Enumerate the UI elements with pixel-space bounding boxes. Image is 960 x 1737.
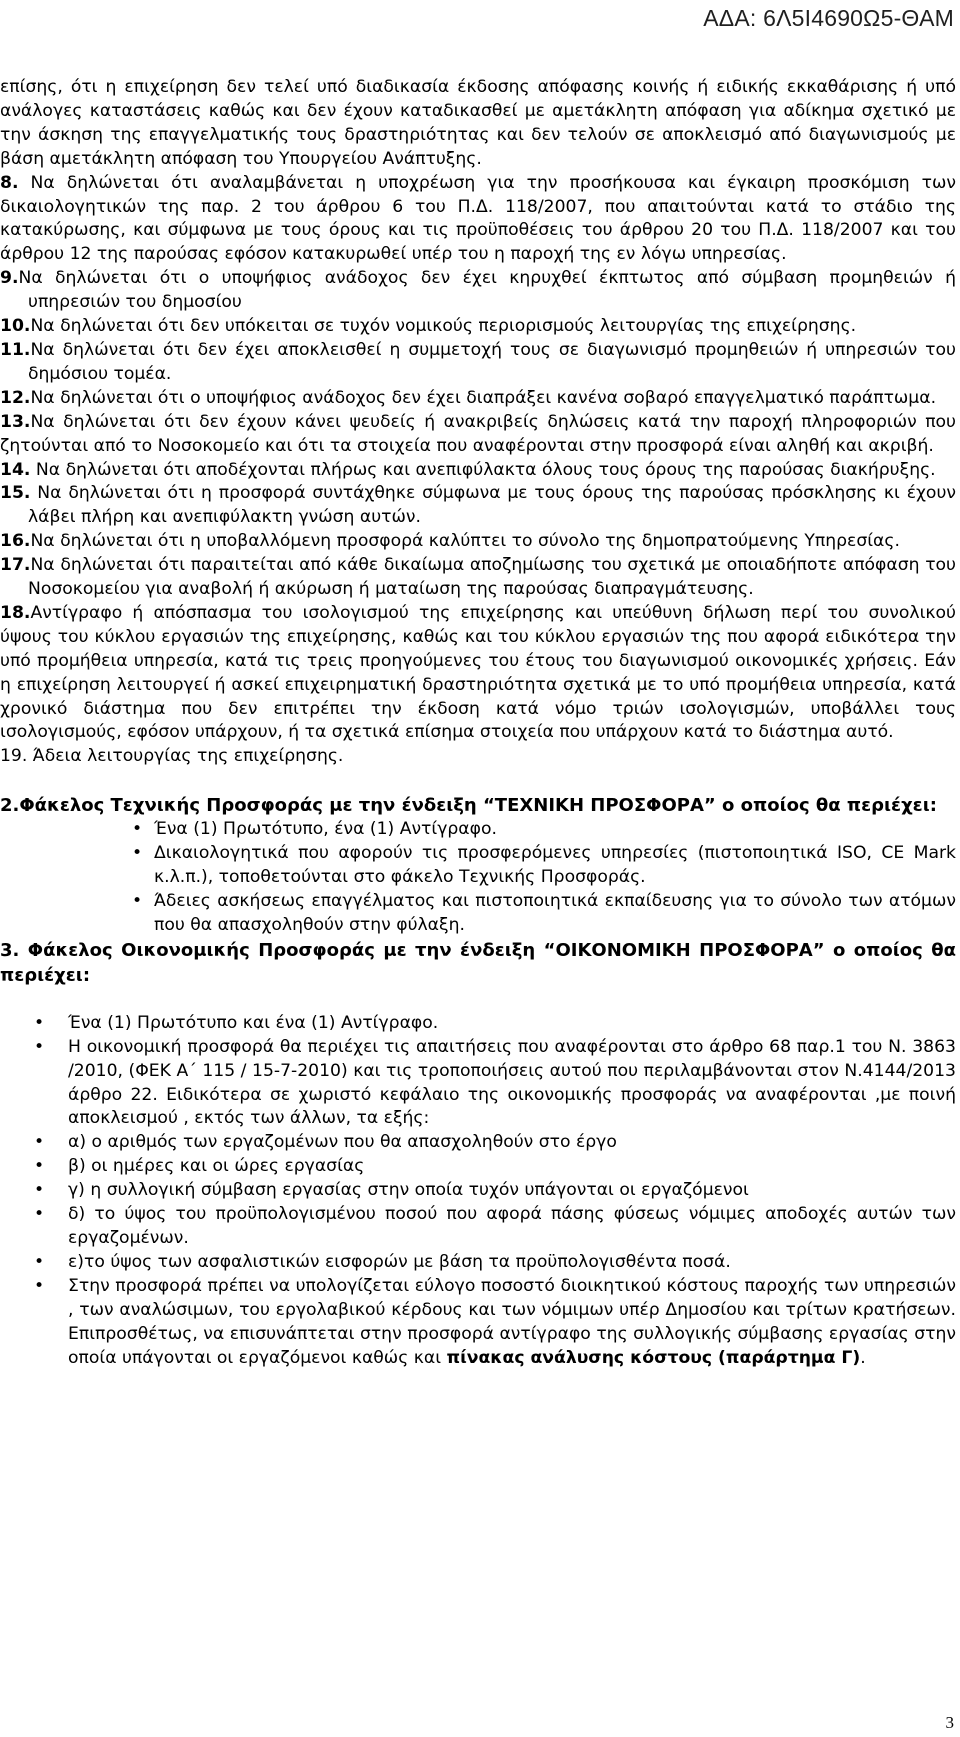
page-number: 3	[945, 1713, 954, 1732]
item-number: 12.	[0, 387, 31, 408]
item-number: 11.	[0, 339, 31, 360]
list-item: • Η οικονομική προσφορά θα περιέχει τις απαιτήσεις που αναφέρονται στο άρθρο 68 παρ.1 του Ν. 3863 /2010, (ΦΕΚ Α΄ 115 / 15-7-2010) και τις τροποποιήσεις αυτού που περιλαμβάνονται στον Ν.4144/2013 άρθρο 22. Ειδικότερα σε χωριστό κεφάλαιο της οικονομικής προσφοράς να αναφέρονται ,με ποινή αποκλεισμού , εκτός των άλλων, τα εξής:	[0, 1036, 956, 1132]
list-item: • γ) η συλλογική σύμβαση εργασίας στην οποία τυχόν υπάγονται οι εργαζόμενοι	[0, 1179, 956, 1203]
list-item: • β) οι ημέρες και οι ώρες εργασίας	[0, 1155, 956, 1179]
list-item: • Άδειες ασκήσεως επαγγέλματος και πιστοποιητικά εκπαίδευσης για το σύνολο των ατόμων που θα απασχοληθούν στην φύλαξη.	[0, 890, 956, 938]
item-17	[0, 554, 956, 602]
item-10	[0, 315, 956, 339]
item-text: Να δηλώνεται ότι παραιτείται από κάθε δικαίωμα αποζημίωσης του σχετικά με οποιαδήποτε απόφαση του Νοσοκομείου για αναβολή ή ακύρωση ή ματαίωση της παρούσας διαπραγμάτευσης.	[28, 555, 956, 600]
item-11	[0, 339, 956, 387]
list-item: • ε)το ύψος των ασφαλιστικών εισφορών με βάση τα προϋπολογισθέντα ποσά.	[0, 1251, 956, 1275]
item-number: 17.	[0, 555, 31, 576]
item-text: Να δηλώνεται ότι δεν έχουν κάνει ψευδείς ή ανακριβείς δηλώσεις κατά την παροχή πληροφοριών που ζητούνται από το Νοσοκομείο και ότι τα στοιχεία που αναφέρονται στην προσφορά είναι αληθή και ακριβή.	[0, 411, 956, 456]
item-number: 10.	[0, 316, 31, 337]
item-18	[0, 602, 956, 745]
item-number: 15.	[0, 483, 31, 504]
list-item-text: Στην προσφορά πρέπει να υπολογίζεται εύλογο ποσοστό διοικητικού κόστους παροχής των υπηρεσιών , των αναλώσιμων, του εργολαβικού κέρδους και των νόμιμων υπέρ Δημοσίου και τρίτων κρατήσεων. Επιπροσθέτως, να επισυνάπτεται στην προσφορά αντίγραφο της συλλογικής σύμβασης εργασίας στην οποία υπάγονται οι εργαζόμενοι καθώς και	[68, 1275, 956, 1368]
spacer	[0, 769, 956, 793]
item-number: 8.	[0, 172, 19, 193]
item-number: 13.	[0, 411, 31, 432]
item-15	[0, 482, 956, 530]
section-3-heading: 3. Φάκελος Οικονομικής Προσφοράς με την ένδειξη “ΟΙΚΟΝΟΜΙΚΗ ΠΡΟΣΦΟΡΑ” ο οποίος θα περιέχει:	[0, 939, 956, 986]
list-item: • Ένα (1) Πρωτότυπο και ένα (1) Αντίγραφο.	[0, 1012, 956, 1036]
spacer	[0, 988, 956, 1012]
item-text: Να δηλώνεται ότι δεν έχει αποκλεισθεί η συμμετοχή τους σε διαγωνισμό προμηθειών ή υπηρεσιών του δημόσιου τομέα.	[28, 339, 956, 384]
item-number: 16.	[0, 531, 31, 552]
item-text: Να δηλώνεται ότι αποδέχονται πλήρως και ανεπιφύλακτα όλους τους όρους της παρούσας διακήρυξης.	[30, 459, 936, 480]
item-number: 14.	[0, 459, 31, 480]
item-text: Αντίγραφο ή απόσπασμα του ισολογισμού της επιχείρησης και υπεύθυνη δήλωση περί του συνολικού ύψους του κύκλου εργασιών της επιχείρησης, καθώς και του κύκλου εργασιών της που αφορά ειδικότερα την υπό προμήθεια υπηρεσία, κατά τις τρεις προηγούμενες του έτους του διαγωνισμού οικονομικές χρήσεις. Εάν η επιχείρηση λειτουργεί ή ασκεί επιχειρηματική δραστηριότητα σχετικά με το υπό προμήθεια υπηρεσία, κατά χρονικό διάστημα που δεν επιτρέπει την έκδοση κατά νόμο τριών ισολογισμών, υποβάλλει τους ισολογισμούς, εφόσον υπάρχουν, ή τα σχετικά επίσημα στοιχεία που υπάρχουν κατά το διάστημα αυτό.	[0, 602, 956, 743]
item-text: Να δηλώνεται ότι η προσφορά συντάχθηκε σύμφωνα με τους όρους της παρούσας πρόσκλησης κι έχουν λάβει πλήρη και ανεπιφύλακτη γνώση αυτών.	[28, 483, 956, 528]
item-text: Να δηλώνεται ότι η υποβαλλόμενη προσφορά καλύπτει το σύνολο της δημοπρατούμενης Υπηρεσίας.	[30, 531, 900, 552]
item-text: Να δηλώνεται ότι αναλαμβάνεται η υποχρέωση για την προσήκουσα και έγκαιρη προσκόμιση των δικαιολογητικών της παρ. 2 του άρθρου 6 του Π.Δ. 118/2007, που απαιτούνται κατά το στάδιο της κατακύρωσης, και σύμφωνα με τους όρους και τις προϋποθέσεις του άρθρου 20 του Π.Δ. 118/2007 και του άρθρου 12 της παρούσας εφόσον κατακυρωθεί υπέρ του η παροχή της εν λόγω υπηρεσίας.	[0, 172, 956, 265]
section-3-list	[0, 1012, 956, 1371]
list-item	[0, 1275, 956, 1371]
document-body	[0, 76, 956, 1370]
item-text: Να δηλώνεται ότι δεν υπόκειται σε τυχόν νομικούς περιορισμούς λειτουργίας της επιχείρησης.	[30, 316, 857, 337]
intro-paragraph: επίσης, ότι η επιχείρηση δεν τελεί υπό διαδικασία έκδοσης απόφασης κοινής ή ειδικής εκκαθάρισης ή υπό ανάλογες καταστάσεις καθώς και δεν έχουν καταδικασθεί με αμετάκλητη απόφαση για αδίκημα σχετικό με την άσκηση της επαγγελματικής τους δραστηριότητας και δεν τελούν σε αποκλεισμό από διαγωνισμούς με βάση αμετάκλητη απόφαση του Υπουργείου Ανάπτυξης.	[0, 77, 956, 169]
item-13	[0, 411, 956, 459]
item-12	[0, 387, 956, 411]
item-text: Να δηλώνεται ότι ο υποψήφιος ανάδοχος δεν έχει διαπράξει κανένα σοβαρό επαγγελματικό παράπτωμα.	[30, 387, 937, 408]
item-9	[0, 267, 956, 315]
section-2-heading: 2.Φάκελος Τεχνικής Προσφοράς με την ένδειξη “ΤΕΧΝΙΚΗ ΠΡΟΣΦΟΡΑ” ο οποίος θα περιέχει:	[0, 795, 937, 817]
list-item: • Δικαιολογητικά που αφορούν τις προσφερόμενες υπηρεσίες (πιστοποιητικά ISO, CE Mark κ.λ.π.), τοποθετούνται στο φάκελο Τεχνικής Προσφοράς.	[0, 842, 956, 890]
list-item: • Ένα (1) Πρωτότυπο, ένα (1) Αντίγραφο.	[0, 818, 956, 842]
item-8	[0, 172, 956, 268]
item-16	[0, 530, 956, 554]
list-item-bold-text: πίνακας ανάλυσης κόστους (παράρτημα Γ)	[446, 1347, 861, 1368]
item-number: 18.	[0, 602, 31, 623]
section-2-list	[0, 818, 956, 938]
item-number: 9.	[0, 268, 19, 289]
item-text: Να δηλώνεται ότι ο υποψήφιος ανάδοχος δεν έχει κηρυχθεί έκπτωτος από σύμβαση προμηθειών ή υπηρεσιών του δημοσίου	[18, 268, 956, 313]
item-14	[0, 459, 956, 483]
ada-code: ΑΔΑ: 6Λ5Ι4690Ω5-ΘΑΜ	[703, 5, 954, 31]
list-item-end: .	[860, 1347, 866, 1368]
list-item: • δ) το ύψος του προϋπολογισμένου ποσού που αφορά πάσης φύσεως νόμιμες αποδοχές αυτών των εργαζομένων.	[0, 1203, 956, 1251]
item-19: 19. Άδεια λειτουργίας της επιχείρησης.	[0, 746, 344, 767]
list-item: • α) ο αριθμός των εργαζομένων που θα απασχοληθούν στο έργο	[0, 1131, 956, 1155]
